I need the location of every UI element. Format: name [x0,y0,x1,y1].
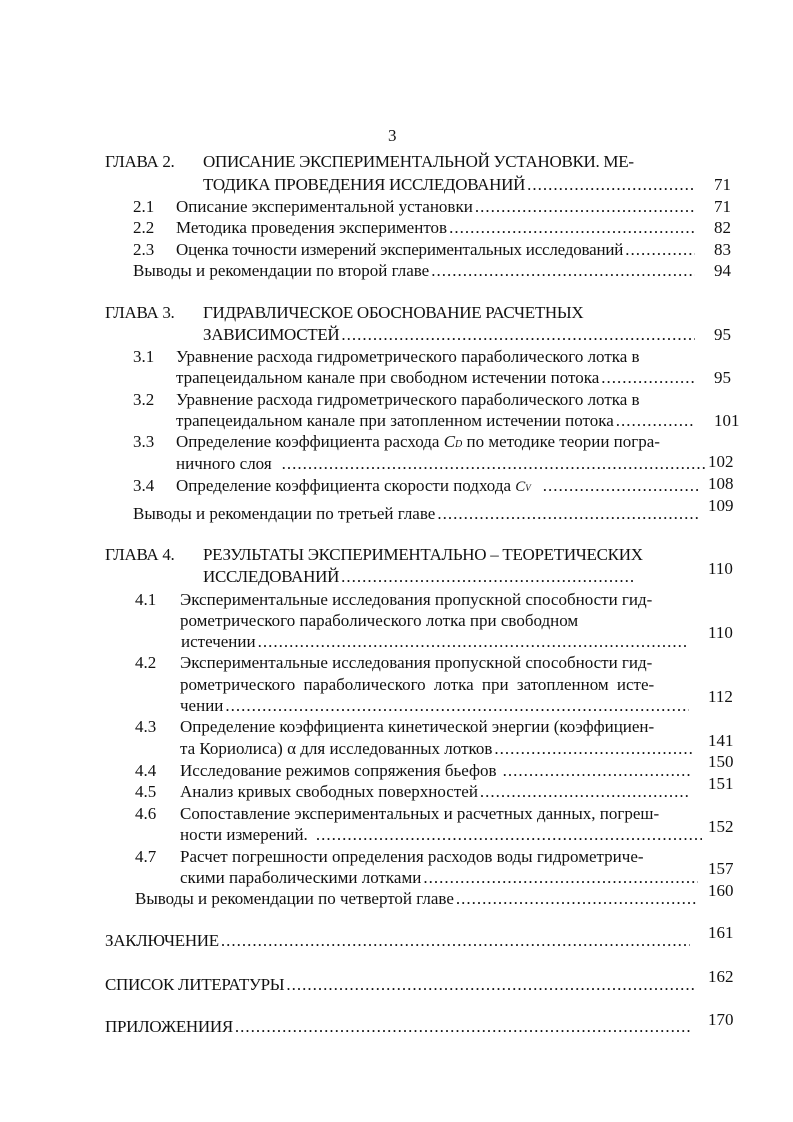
section-title: скими параболическими лотками [180,868,422,887]
page-ref: 101 [714,411,740,430]
dot-leader [475,197,695,217]
section-title-line [176,390,695,410]
toc-entry[interactable] [203,325,695,345]
section-number: 4.6 [135,804,157,823]
toc-entry[interactable] [203,175,695,195]
toc-entry[interactable] [180,782,690,802]
section-title: Определение коэффициента расхода [176,432,440,451]
page-ref: 170 [708,1010,734,1029]
section-title: рометрического параболического лотка при затопленном исте- [180,675,655,694]
page-ref: 109 [708,496,734,515]
section-title: Анализ кривых свободных поверхностей [180,782,478,801]
section-title: Экспериментальные исследования пропускной способности гид- [180,590,653,609]
toc-entry[interactable] [176,454,705,474]
coefficient-symbol: C [443,432,456,451]
section-title-line [180,675,700,695]
page-ref: 102 [708,452,734,471]
section-title-line [180,653,700,673]
section-number: 4.4 [135,761,157,780]
chapter-title-line2: ЗАВИСИМОСТЕЙ [203,325,340,344]
dot-leader [341,325,695,345]
section-title: Оценка точности измерений экспериментальных исследований [176,240,624,259]
dot-leader [437,504,698,524]
page-ref: 83 [714,240,731,259]
page-ref: 95 [714,368,731,387]
dot-leader [286,975,695,995]
dot-leader [494,739,692,759]
toc-entry[interactable] [176,240,695,260]
chapter-label: ГЛАВА 2. [105,152,175,171]
section-title: чении [180,696,224,715]
section-title: СПИСОК ЛИТЕРАТУРЫ [105,975,285,994]
chapter-title-line2: ТОДИКА ПРОВЕДЕНИЯ ИССЛЕДОВАНИЙ [203,175,526,194]
page-ref: 95 [714,325,731,344]
section-title: Уравнение расхода гидрометрического параболического лотка в [176,347,640,366]
section-title: ничного слоя [176,454,272,473]
section-number: 2.1 [133,197,155,216]
page-ref: 160 [708,881,734,900]
toc-entry[interactable] [176,411,695,431]
chapter-title-line1: ОПИСАНИЕ ЭКСПЕРИМЕНТАЛЬНОЙ УСТАНОВКИ. МЕ- [203,152,634,171]
dot-leader [543,476,698,496]
coefficient-subscript: D [455,439,463,450]
dot-leader [431,261,695,281]
dot-leader [601,368,695,388]
section-number: 4.3 [135,717,157,736]
toc-entry[interactable] [176,368,695,388]
dot-leader [616,411,695,431]
section-title: ности измерений. [180,825,308,844]
chapter-title [203,545,703,565]
chapter-title-line1: ГИДРАВЛИЧЕСКОЕ ОБОСНОВАНИЕ РАСЧЕТНЫХ [203,303,584,322]
section-number: 4.1 [135,590,157,609]
section-number: 2.2 [133,218,155,237]
dot-leader [456,889,698,909]
toc-entry[interactable] [180,696,689,716]
coefficient-symbol: C [515,479,526,495]
section-title-line [176,432,706,452]
dot-leader [527,175,695,195]
chapter-title-line1: РЕЗУЛЬТАТЫ ЭКСПЕРИМЕНТАЛЬНО – ТЕОРЕТИЧЕСКИХ [203,545,643,564]
toc-entry-appendices[interactable] [105,1017,690,1037]
section-title-line [180,611,700,631]
chapter-title [203,152,695,172]
section-title: ЗАКЛЮЧЕНИЕ [105,931,219,950]
section-title-line [180,804,700,824]
section-title: трапецеидальном канале при затопленном истечении потока [176,411,614,430]
toc-entry[interactable] [180,761,692,781]
section-title: Методика проведения экспериментов [176,218,448,237]
conclusion-title: Выводы и рекомендации по второй главе [133,261,430,280]
section-title: Исследование режимов сопряжения бьефов [180,761,497,780]
toc-entry[interactable] [181,632,689,652]
toc-entry-conclusion[interactable] [105,931,690,951]
dot-leader [282,454,705,474]
section-number: 4.2 [135,653,157,672]
section-title-line [180,847,700,867]
toc-entry[interactable] [133,504,698,524]
conclusion-title: Выводы и рекомендации по третьей главе [133,504,436,523]
section-title: Экспериментальные исследования пропускной способности гид- [180,653,653,672]
chapter-label: ГЛАВА 4. [105,545,175,564]
toc-entry[interactable] [176,197,695,217]
dot-leader [258,632,689,652]
coefficient-subscript: V [525,483,531,493]
section-title: Сопоставление экспериментальных и расчетных данных, погреш- [180,804,660,823]
page-ref: 157 [708,859,734,878]
chapter-title-line2: ИССЛЕДОВАНИЙ [203,567,340,586]
page-ref: 141 [708,731,734,750]
page-ref: 162 [708,967,734,986]
dot-leader [221,931,690,951]
section-number: 3.4 [133,476,155,495]
page-ref: 94 [714,261,731,280]
section-title: Описание экспериментальной установки [176,197,473,216]
page-ref: 112 [708,687,733,706]
toc-entry[interactable] [203,567,635,587]
section-number: 2.3 [133,240,155,259]
toc-entry[interactable] [180,825,702,845]
section-title: по методике теории погра- [466,432,660,451]
section-number: 4.7 [135,847,157,866]
page-ref: 110 [708,559,733,578]
section-title: ПРИЛОЖЕНИИЯ [105,1017,233,1036]
conclusion-title: Выводы и рекомендации по четвертой главе [135,889,454,908]
page-ref: 71 [714,175,731,194]
dot-leader [341,567,635,587]
section-title-line [176,347,695,367]
dot-leader [316,825,702,845]
toc-entry[interactable] [180,868,698,888]
section-title: Определение коэффициента кинетической энергии (коэффициен- [180,717,655,736]
toc-entry[interactable] [133,261,695,281]
page-number: 3 [388,126,397,145]
section-title: та Кориолиса) α для исследованных лотков [180,739,493,758]
page-ref: 108 [708,474,734,493]
page-ref: 161 [708,923,734,942]
page-ref: 71 [714,197,731,216]
section-title: Уравнение расхода гидрометрического параболического лотка в [176,390,640,409]
dot-leader [423,868,698,888]
chapter-title [203,303,695,323]
dot-leader [480,782,690,802]
dot-leader [235,1017,690,1037]
toc-entry[interactable] [176,476,698,496]
chapter-label: ГЛАВА 3. [105,303,175,322]
section-title: рометрического параболического лотка при свободном [180,611,579,630]
section-number: 3.3 [133,432,155,451]
section-title: Расчет погрешности определения расходов воды гидрометриче- [180,847,644,866]
page-ref: 150 [708,752,734,771]
toc-entry[interactable] [176,218,695,238]
dot-leader [503,761,692,781]
page-ref: 152 [708,817,734,836]
section-title: трапецеидальном канале при свободном истечении потока [176,368,600,387]
section-number: 3.1 [133,347,155,366]
toc-entry[interactable] [180,739,692,759]
page-ref: 110 [708,623,733,642]
page-ref: 151 [708,774,734,793]
section-number: 4.5 [135,782,157,801]
section-title-line [180,717,700,737]
section-title-line [180,590,700,610]
dot-leader [449,218,695,238]
section-title: Определение коэффициента скорости подхода [176,476,512,495]
section-number: 3.2 [133,390,155,409]
toc-entry-references[interactable] [105,975,695,995]
section-title: истечении [181,632,256,651]
page-ref: 82 [714,218,731,237]
toc-entry[interactable] [135,889,698,909]
dot-leader [225,696,689,716]
dot-leader [625,240,695,260]
